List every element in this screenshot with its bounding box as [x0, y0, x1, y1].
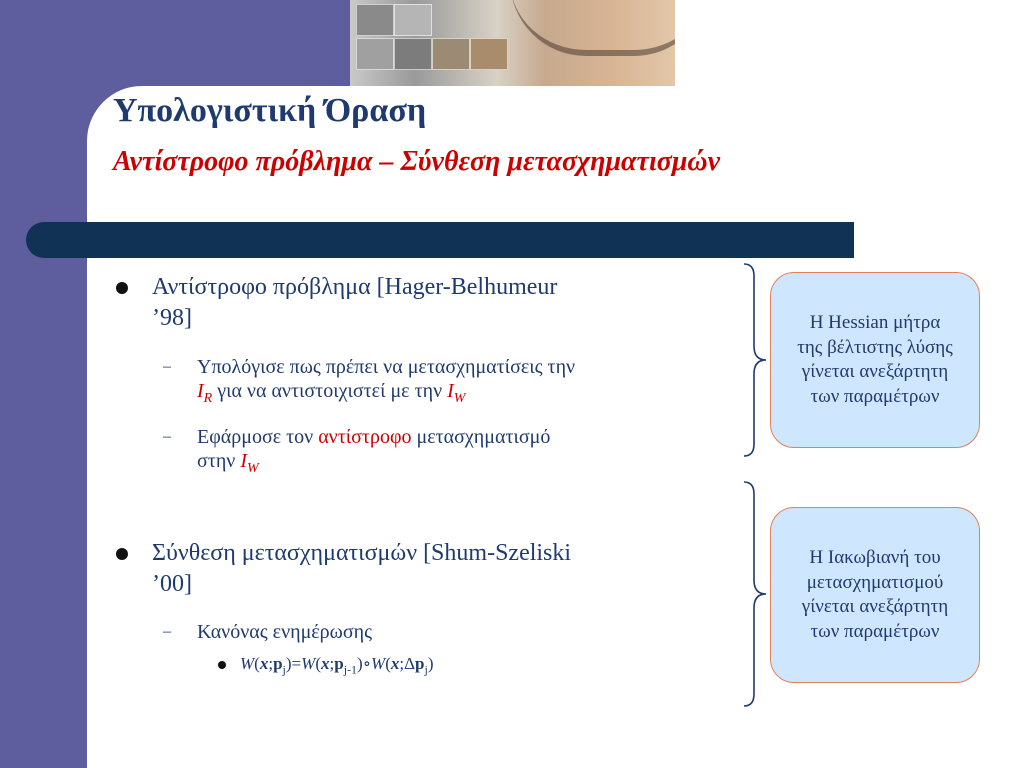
- formula-x: x: [390, 654, 400, 673]
- bullet-dot: [218, 661, 226, 669]
- bullet-inverse-problem: [152, 272, 752, 334]
- slide-subtitle: Αντίστροφο πρόβλημα – Σύνθεση μετασχηματισμών: [113, 146, 721, 177]
- sub-text-mid: για να αντιστοιχιστεί με την: [212, 380, 448, 402]
- sub-bullet-compute: [163, 355, 757, 411]
- formula-semi-delta: ;Δ: [399, 654, 416, 673]
- top-decor-band: [0, 0, 350, 86]
- title-rule-bar: [26, 222, 854, 258]
- formula-paren: (: [254, 654, 260, 673]
- callout-line: Η Ιακωβιανή του: [809, 547, 941, 568]
- iw-subscript: W: [247, 461, 259, 476]
- callout-line: μετασχηματισμού: [806, 571, 944, 593]
- formula-eq: )=: [285, 654, 302, 673]
- formula-w: W: [371, 654, 386, 673]
- bullet-text-line2: ’98]: [152, 305, 192, 331]
- bullet-text-line2: ’00]: [152, 571, 192, 597]
- formula-close: ): [427, 654, 434, 673]
- sub-text-line1: [197, 425, 757, 449]
- callout-line: της βέλτιστης λύσης: [797, 336, 953, 358]
- sub-text-post: μετασχηματισμό: [411, 426, 551, 448]
- callout-line: γίνεται ανεξάρτητη: [801, 361, 949, 382]
- sub-text: Κανόνας ενημέρωσης: [197, 621, 372, 643]
- formula-paren: (: [315, 654, 321, 673]
- bullet-dot: [116, 282, 128, 294]
- update-formula: [240, 654, 640, 677]
- sub-text-pre: Εφάρμοσε τον: [197, 426, 319, 448]
- sub-text-line2: [197, 449, 757, 481]
- sub-text-line2: [197, 379, 757, 411]
- formula-paren: (: [385, 654, 391, 673]
- formula-w: W: [240, 654, 255, 673]
- iw-subscript: W: [453, 391, 466, 406]
- formula-sub: j: [424, 662, 428, 677]
- inverse-highlight: αντίστροφο: [318, 426, 412, 448]
- bullet-dot: [116, 548, 128, 560]
- callout-jacobian: [770, 507, 980, 683]
- formula-p: p: [334, 654, 344, 673]
- formula-p: p: [273, 654, 283, 673]
- dash-marker: –: [163, 428, 171, 445]
- dash-marker: –: [163, 623, 171, 640]
- ir-subscript: R: [203, 391, 213, 406]
- iw-symbol: I: [240, 450, 247, 472]
- formula-semi: ;: [268, 654, 274, 673]
- callout-line: γίνεται ανεξάρτητη: [801, 596, 949, 617]
- formula-x: x: [320, 654, 330, 673]
- formula-w: W: [301, 654, 316, 673]
- header-photo-collage: [350, 0, 675, 86]
- eye-illustration: [510, 0, 675, 56]
- right-brace-bottom: [740, 480, 770, 708]
- bullet-text-line1: Αντίστροφο πρόβλημα [Hager-Belhumeur: [152, 274, 558, 300]
- formula-p: p: [415, 654, 425, 673]
- callout-line: των παραμέτρων: [810, 620, 940, 642]
- right-brace-top: [740, 262, 770, 458]
- bullet-text-line1: Σύνθεση μετασχηματισμών [Shum-Szeliski: [152, 540, 572, 566]
- dash-marker: –: [163, 358, 171, 375]
- bullet-composition: [152, 538, 762, 600]
- slide-title: Υπολογιστική Όραση: [113, 92, 427, 129]
- formula-compose: )∘: [357, 654, 372, 673]
- callout-line: των παραμέτρων: [810, 385, 940, 407]
- callout-line: Η Hessian μήτρα: [809, 312, 941, 333]
- iw-symbol: I: [447, 380, 454, 402]
- sub-bullet-update-rule: [163, 620, 697, 644]
- ir-symbol: I: [197, 380, 204, 402]
- formula-semi: ;: [329, 654, 335, 673]
- formula-sub: j: [282, 662, 286, 677]
- left-decor-band: [0, 0, 87, 768]
- formula-sub: j-1: [343, 662, 358, 677]
- sub-text-line1: Υπολόγισε πως πρέπει να μετασχηματίσεις την: [197, 356, 576, 378]
- callout-hessian: [770, 272, 980, 448]
- sub-bullet-apply: [163, 425, 757, 481]
- formula-x: x: [259, 654, 269, 673]
- sub-text-line2-pre: στην: [197, 450, 241, 472]
